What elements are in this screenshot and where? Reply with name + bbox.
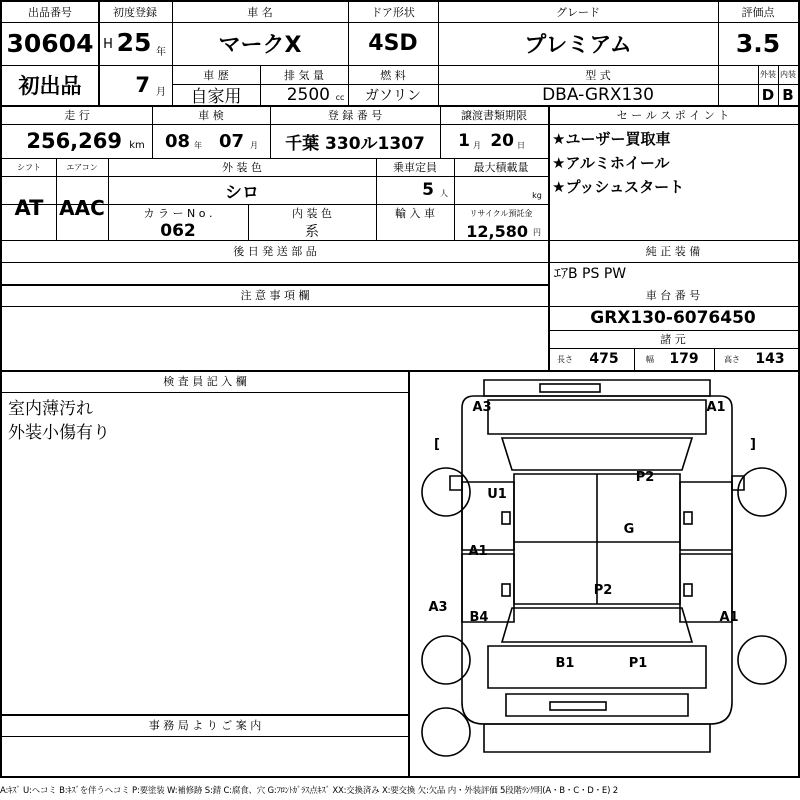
damage-mark: U1 [487,486,507,502]
shaken-label: 車 検 [198,108,224,122]
chassis-value: GRX130-6076450 [590,308,756,328]
divider [714,348,715,370]
car-damage-diagram [410,372,798,776]
grade-value: プレミアム [524,33,632,58]
car-name-label: 車 名 [247,6,273,19]
damage-mark: A1 [719,609,739,625]
equipment-value: ｴｱB PS PW [554,266,627,282]
divider [634,348,635,370]
reg-year-value: 25 [116,28,152,57]
reg-year-unit: 年 [156,46,166,58]
door-type-label: ドア形状 [371,6,415,19]
score-value: 3.5 [735,29,781,58]
damage-mark: P2 [593,582,613,598]
damage-mark: P2 [635,469,655,485]
plate-number-value: 千葉 330ル1307 [285,133,425,154]
color-no-label: カ ラ ー N o . [143,207,213,220]
damage-mark: ] [750,436,756,452]
damage-mark: G [623,521,635,537]
handover-month-unit: 月 [473,140,481,150]
max-load-unit: kg [532,190,542,200]
exterior-color-label: 外 装 色 [222,161,262,174]
interior-rank-value: B [782,85,794,104]
reg-month-unit: 月 [156,86,166,98]
displacement-label: 排 気 量 [284,68,324,82]
sales-point-item-2: ★アルミホイール [552,153,670,172]
shift-label: シフト [17,162,41,172]
shaken-month-unit: 月 [250,140,258,150]
shaken-year-value: 08 [164,130,190,152]
damage-mark: A3 [428,599,448,615]
interior-rank-label: 内装 [780,70,796,79]
fuel-label: 燃 料 [380,68,406,82]
height-value: 143 [755,351,785,367]
first-exhibit-label: 初出品 [18,74,82,98]
inspector-line-2: 外装小傷有り [8,422,110,442]
length-value: 475 [589,351,619,367]
max-load-label: 最大積載量 [473,161,529,174]
width-value: 179 [669,351,699,367]
notes-title: 注 意 事 項 欄 [240,289,310,302]
model-code-label: 型 式 [585,68,611,82]
office-notice-body [2,736,408,776]
import-label: 輸 入 車 [395,207,435,220]
shift-value: AT [14,196,44,220]
damage-mark: B4 [469,609,489,625]
grade-label: グレード [556,6,600,19]
equipment-title: 純 正 装 備 [645,245,701,258]
displacement-unit: cc [335,92,345,102]
damage-mark: A1 [468,543,488,559]
seats-value: 5 [422,180,434,200]
recycle-fee-label: リサイクル預託金 [469,208,533,218]
handover-day-unit: 日 [517,140,525,150]
handover-day-value: 20 [490,131,514,151]
lot-number-label: 出品番号 [28,6,72,19]
damage-mark: A1 [706,399,726,415]
sales-point-item-1: ★ユーザー買取車 [552,129,671,148]
import-value [376,222,454,240]
legend-footer: A:ｷｽﾞ U:ヘコミ B:ｷｽﾞを伴うヘコミ P:要塗装 W:補修跡 S:錆 C:腐食、穴 G:ﾌﾛﾝﾄｶﾞﾗｽ点ｷｽﾞ XX:交換済み X:要交換 欠:欠品 内・外装評価 5段階ﾗﾝｸ明(A・B・C・D・E) 2 [0,786,618,796]
damage-mark: P1 [628,655,648,671]
damage-mark: A3 [472,399,492,415]
handover-deadline-label: 譲渡書類期限 [461,108,527,122]
recycle-fee-value: 12,580 [466,222,528,240]
displacement-value: 2500 [286,84,330,105]
inspector-line-1: 室内薄汚れ [8,398,93,418]
car-history-value: 自家用 [190,87,242,105]
office-notice-title: 事 務 局 よ り ご 案 内 [148,719,262,732]
mileage-label: 走 行 [64,108,90,122]
lot-number-value: 30604 [6,29,94,58]
chassis-title: 車 台 番 号 [645,289,701,302]
interior-color-value: 系 [305,224,319,240]
recycle-fee-unit: 円 [533,227,541,237]
notes-value [8,306,544,368]
sales-point-item-3: ★プッシュスタート [552,177,685,196]
damage-mark: B1 [555,655,575,671]
mileage-value: 256,269 [26,129,122,153]
exterior-rank-value: D [761,85,775,104]
mileage-unit: km [129,139,145,151]
handover-month-value: 1 [458,131,470,151]
height-label: 高さ [724,354,740,364]
door-type-value: 4SD [368,31,418,56]
later-parts-label: 後 日 発 送 部 品 [233,245,317,258]
car-name-value: マークX [218,33,302,58]
shaken-year-unit: 年 [194,140,202,150]
seats-label: 乗車定員 [393,161,437,174]
first-registration-label: 初度登録 [113,6,157,19]
aircon-value: AAC [59,196,105,220]
length-label: 長さ [557,354,573,364]
score-label: 評価点 [741,6,775,19]
exterior-rank-label: 外装 [760,70,776,79]
fuel-value: ガソリン [365,87,421,104]
reg-era: H [103,36,113,52]
divider [548,124,798,125]
later-parts-value [2,262,548,284]
sales-point-title: セ ー ル ス ポ イ ン ト [616,108,730,122]
damage-mark: [ [434,436,440,452]
inspector-title: 検 査 員 記 入 欄 [163,375,247,388]
aircon-label: エアコン [66,162,98,172]
max-load-value [454,176,528,204]
seats-unit: 人 [440,188,448,198]
color-no-value: 062 [160,222,196,240]
reg-month-value: 7 [135,73,150,97]
divider [2,392,408,393]
interior-color-label: 内 装 色 [292,207,332,220]
plate-number-label: 登 録 番 号 [327,108,383,122]
model-code-value: DBA-GRX130 [542,84,654,105]
shaken-month-value: 07 [218,130,244,152]
dimensions-title: 諸 元 [660,333,686,346]
width-label: 幅 [646,354,654,364]
car-history-label: 車 歴 [203,68,229,82]
exterior-color-value: シロ [225,182,259,203]
